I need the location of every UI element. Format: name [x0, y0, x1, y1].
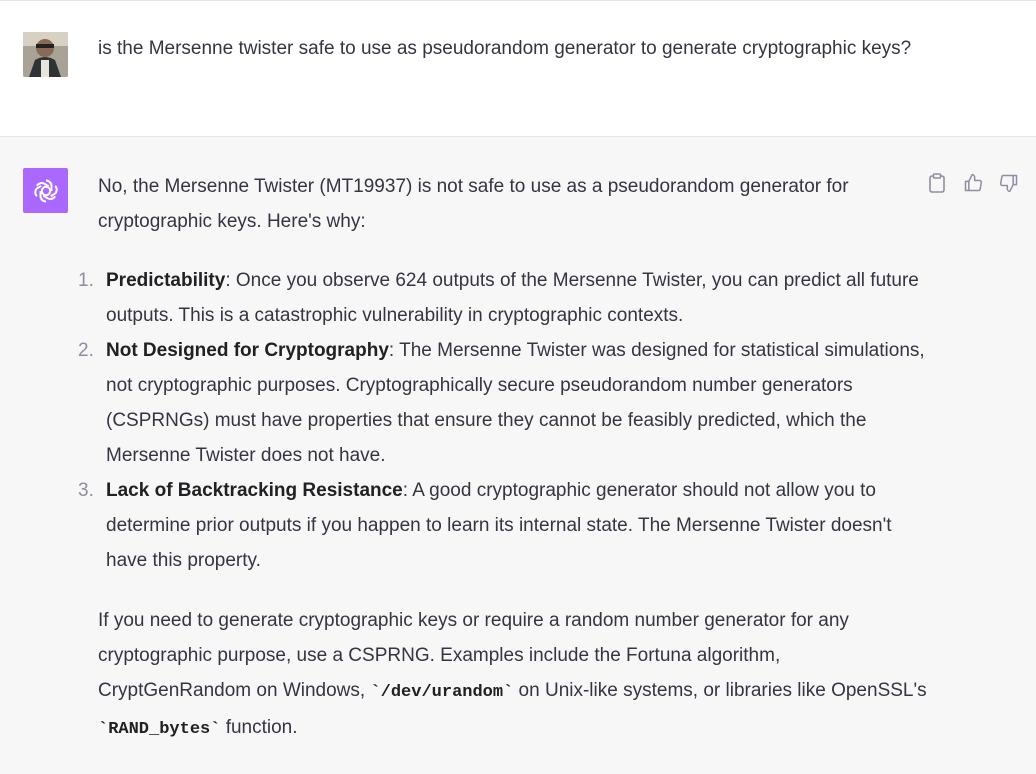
list-item-text: : The Mersenne Twister was designed for statistical simulations, not cryptographic purposes. Cryptographically secure pseudorandom number generators (CSPRNGs) must have properties that ensure they cannot be feasibly predicted, which the Mersenne Twister does not have.	[106, 340, 925, 466]
closing-text: on Unix-like systems, or libraries like OpenSSL's	[513, 680, 927, 701]
list-item-text: : A good cryptographic generator should not allow you to determine prior outputs if you happen to learn its internal state. The Mersenne Twister doesn't have this property.	[106, 480, 892, 571]
list-number: 3.	[78, 480, 94, 501]
assistant-intro: No, the Mersenne Twister (MT19937) is not safe to use as a pseudorandom generator for cryptographic keys. Here's why:	[98, 176, 849, 232]
user-message-text: is the Mersenne twister safe to use as pseudorandom generator to generate cryptographic keys?	[98, 38, 912, 59]
user-avatar	[23, 32, 68, 77]
list-item	[78, 473, 928, 578]
reasons-list	[78, 263, 928, 578]
message-actions	[925, 171, 1025, 195]
list-item	[78, 333, 928, 473]
list-number: 1.	[78, 270, 94, 291]
list-item-title: Predictability	[106, 270, 226, 291]
list-item-title: Lack of Backtracking Resistance	[106, 480, 403, 501]
assistant-message-content	[78, 169, 928, 747]
thumbs-up-icon[interactable]	[961, 171, 985, 195]
closing-text: function.	[220, 717, 298, 738]
assistant-message-row	[0, 137, 1036, 774]
list-item	[78, 263, 928, 333]
inline-code-dev-urandom: `/dev/urandom`	[370, 683, 514, 702]
inline-code-rand-bytes: `RAND_bytes`	[98, 720, 221, 739]
list-item-title: Not Designed for Cryptography	[106, 340, 389, 361]
closing-text: If you need to generate cryptographic keys or require a random number generator for any cryptographic purpose, use a CSPRNG. Examples include the Fortuna algorithm, CryptGenRandom on Windows,	[98, 610, 849, 701]
copy-icon[interactable]	[925, 171, 949, 195]
list-number: 2.	[78, 340, 94, 361]
thumbs-down-icon[interactable]	[997, 171, 1021, 195]
chatgpt-logo-icon	[23, 168, 68, 213]
assistant-closing-paragraph	[98, 603, 928, 747]
user-message-row	[0, 0, 1036, 137]
list-item-text: : Once you observe 624 outputs of the Mersenne Twister, you can predict all future outputs. This is a catastrophic vulnerability in cryptographic contexts.	[106, 270, 919, 326]
